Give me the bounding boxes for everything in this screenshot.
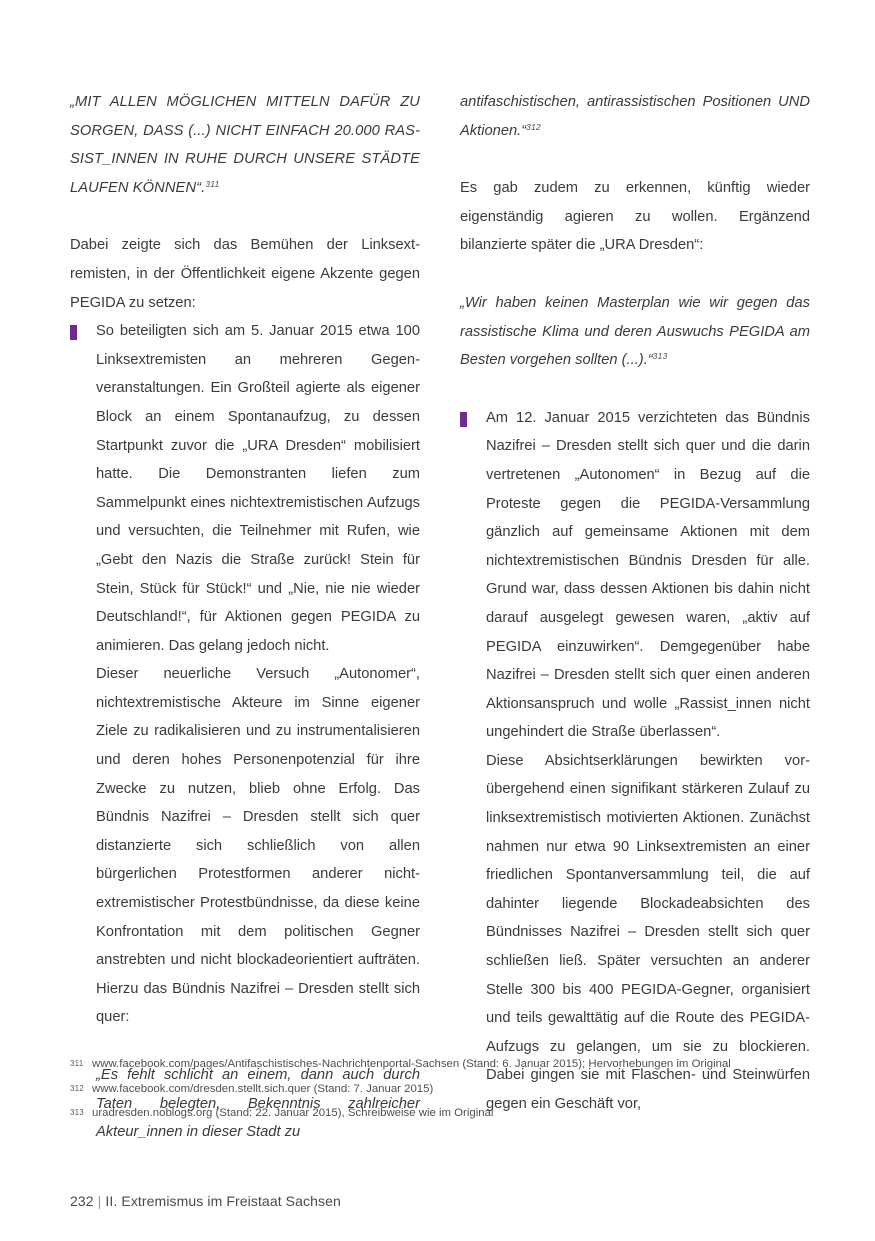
footnote-number: 313 <box>70 1108 84 1118</box>
footnote-entry <box>70 1105 815 1123</box>
footnote-text: www.facebook.com/pages/Antifaschistisches-Nachrichtenportal-Sachsen (Stand: 6. Januar 2015); Hervorhebungen im Original <box>92 1058 731 1070</box>
footnote-number: 312 <box>70 1083 84 1093</box>
footer-separator: | <box>97 1193 102 1209</box>
block-quote-ura <box>460 289 810 375</box>
bullet-item-2-text: Am 12. Januar 2015 verzichteten das Bündnis Nazifrei – Dresden stellt sich quer und die darin vertretenen „Autonomen“ in Bezug auf die Proteste gegen die PEGIDA-Versammlung gänzlich auf gemeinsame Aktionen mit dem nichtextremistischen Bündnis Dresden für alle. Grund war, dass dessen Aktionen bis dahin nicht darauf ausgelegt gewesen waren, „aktiv auf PEGIDA einzuwirken“. Demgegenüber habe Nazifrei – Dresden stellt sich quer einen anderen Aktionsanspruch und wolle „Rassist_innen nicht ungehindert die Straße überlassen“. <box>486 409 810 741</box>
bullet-item-2 <box>460 404 810 747</box>
footnote-number: 311 <box>70 1059 84 1068</box>
bullet-square-icon <box>460 412 467 427</box>
page-footer <box>70 1193 341 1209</box>
page-number: 232 <box>70 1193 94 1209</box>
block-quote-ura-text: „Wir haben keinen Masterplan wie wir gegen das rassistische Klima und deren Auswuchs PEGIDA am Besten vorgehen sollten (...).“ <box>460 294 810 369</box>
spacer <box>460 260 810 289</box>
footnotes-section <box>70 1056 815 1130</box>
footnote-entry <box>70 1056 815 1074</box>
bullet-square-icon <box>70 325 77 340</box>
footnote-text: www.facebook.com/dresden.stellt.sich.quer (Stand: 7. Januar 2015) <box>92 1082 434 1095</box>
footnote-ref-311[interactable]: 311 <box>205 178 220 189</box>
bullet-item-1-continuation: Dieser neuerliche Versuch „Autonomer“, nichtextremistische Akteure im Sinne eigener Ziele zu radikalisieren und zu instrumentalisieren und deren hohes Personenpotenzial für ihre Zwecke zu nutzen, blieb ohne Erfolg. Das Bündnis Nazifrei – Dresden stellt sich quer distanzierte sich schließlich von allen bürgerlichen Protestformen anderer nichtextremistischer Protestbündnisse, da diese keine Konfrontation mit dem politischen Gegner anstrebten und nicht blockadeorientiert aufträten. Hierzu das Bündnis Nazifrei – Dresden stellt sich quer: <box>96 666 420 1026</box>
footnote-ref-312[interactable]: 312 <box>526 121 542 132</box>
bullet-item-2-continuation: Diese Absichtserklärungen bewirkten vorübergehend einen signifikant stärkeren Zulauf zu linksextremistisch motivierten Aktionen. Zunächst nahmen nur etwa 90 Linksextremisten an einer friedlichen Spontanversammlung teil, die auf dahinter liegende Blockadeabsichten des Bündnisses Nazifrei – Dresden stellt sich quer schließen ließ. Später versuchten an anderer Stelle 300 bis 400 PEGIDA-Gegner, organisiert und teils gewalttätig auf die Route des PEGIDA-Aufzugs zu gelangen, um sie zu blockieren. Dabei gingen sie mit Flaschen- und Steinwürfen gegen ein Geschäft vor, <box>486 752 810 1112</box>
footer-section-title: II. Extremismus im Freistaat Sachsen <box>105 1193 341 1209</box>
bullet-item-1 <box>70 317 420 660</box>
footnote-text: uradresden.noblogs.org (Stand: 22. Januar 2015), Schreibweise wie im Original <box>92 1107 494 1120</box>
pull-quote <box>70 88 420 202</box>
bullet-item-1-text: So beteiligten sich am 5. Januar 2015 etwa 100 Linksextremisten an mehreren Gegenveranstaltungen. Ein Großteil agierte als eigener Block an einem Spontanaufzug, zu dessen Startpunkt zuvor die „URA Dresden“ mobilisiert hatte. Die Demonstranten liefen zum Sammelpunkt eines nichtextremistischen Aufzugs und versuchten, die Teilnehmer mit Rufen, wie „Gebt den Nazis die Straße zurück! Stein für Stein, Stück für Stück!“ und „Nie, nie nie wieder Deutschland!“, für Aktionen gegen PEGIDA zu animieren. Das gelang jedoch nicht. <box>96 323 420 654</box>
block-quote-continued-text: antifaschistischen, antirassistischen Positionen UND Aktionen.“ <box>460 94 810 139</box>
spacer <box>460 375 810 404</box>
paragraph-intro: Dabei zeigte sich das Bemühen der Linksextremisten, in der Öffentlichkeit eigene Akzente gegen PEGIDA zu setzen: <box>70 237 420 311</box>
footnote-entry <box>70 1081 815 1099</box>
pull-quote-text: „MIT ALLEN MÖGLICHEN MITTELN DAFÜR ZU SORGEN, DASS (...) NICHT EINFACH 20.000 RASSIST_INNEN IN RUHE DURCH UNSERE STÄDTE LAUFEN KÖNNEN“. <box>70 94 420 196</box>
footnote-ref-313[interactable]: 313 <box>652 351 668 362</box>
paragraph-right-1: Es gab zudem zu erkennen, künftig wieder eigenständig agieren zu wollen. Ergänzend bilanzierte später die „URA Dresden“: <box>460 180 810 254</box>
block-quote-continued <box>460 88 810 145</box>
spacer <box>460 145 810 174</box>
spacer <box>70 202 420 231</box>
block-quote-left: „Es fehlt schlicht an einem, dann auch durch Taten belegten, Bekenntnis zahlreicher Akteur_innen in dieser Stadt zu <box>96 1067 420 1141</box>
right-column <box>460 88 810 1112</box>
